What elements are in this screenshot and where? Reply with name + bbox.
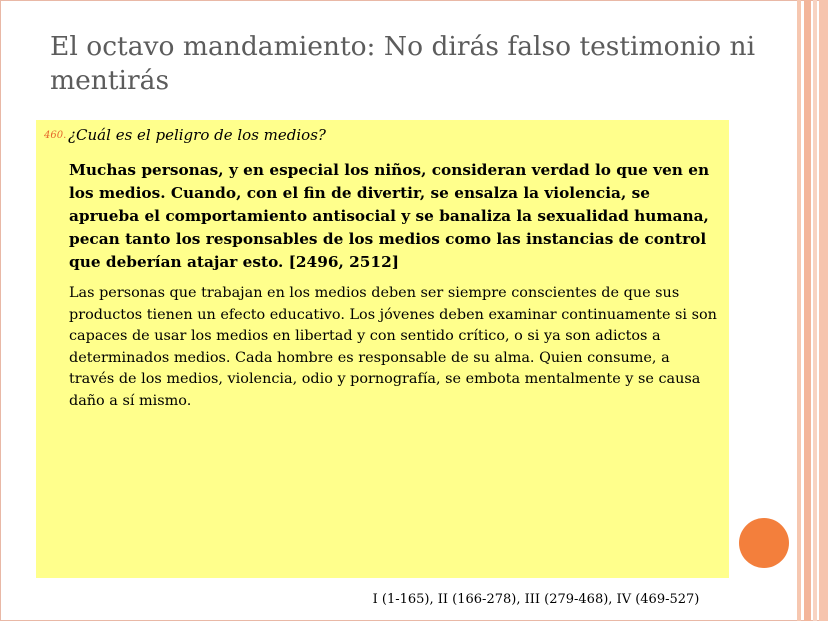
- question-text: ¿Cuál es el peligro de los medios?: [68, 126, 326, 144]
- question-answer-box: [36, 120, 729, 578]
- slide-title: El octavo mandamiento: No dirás falso testimonio ni mentirás: [50, 31, 756, 96]
- decorative-stripe: [804, 0, 811, 621]
- commentary-text: Las personas que trabajan en los medios deben ser siempre conscientes de que sus productos tienen un efecto educativo. Los jóvenes deben examinar continuamente si son capaces de usar los medios en libertad y con sentido crítico, o si ya son adictos a determinados medios. Cada hombre es responsable de su alma. Quien consume, a través de los medios, violencia, odio y pornografía, se embota mentalmente y se causa daño a sí mismo.: [69, 285, 717, 409]
- decorative-stripe: [813, 0, 817, 621]
- footer-reference: I (1-165), II (166-278), III (279-468), IV (469-527): [372, 592, 700, 607]
- question-number: 460.: [44, 130, 67, 141]
- decorative-stripe: [819, 0, 828, 621]
- decorative-circle-icon: [739, 518, 789, 568]
- answer-text: Muchas personas, y en especial los niños, consideran verdad lo que ven en los medios. Cuando, con el fin de divertir, se ensalza la violencia, se aprueba el comportamiento antisocial y se banaliza la sexualidad humana, pecan tanto los responsables de los medios como las instancias de control que deberían atajar esto. [2496, 2512]: [69, 161, 710, 271]
- decorative-stripe: [797, 0, 801, 621]
